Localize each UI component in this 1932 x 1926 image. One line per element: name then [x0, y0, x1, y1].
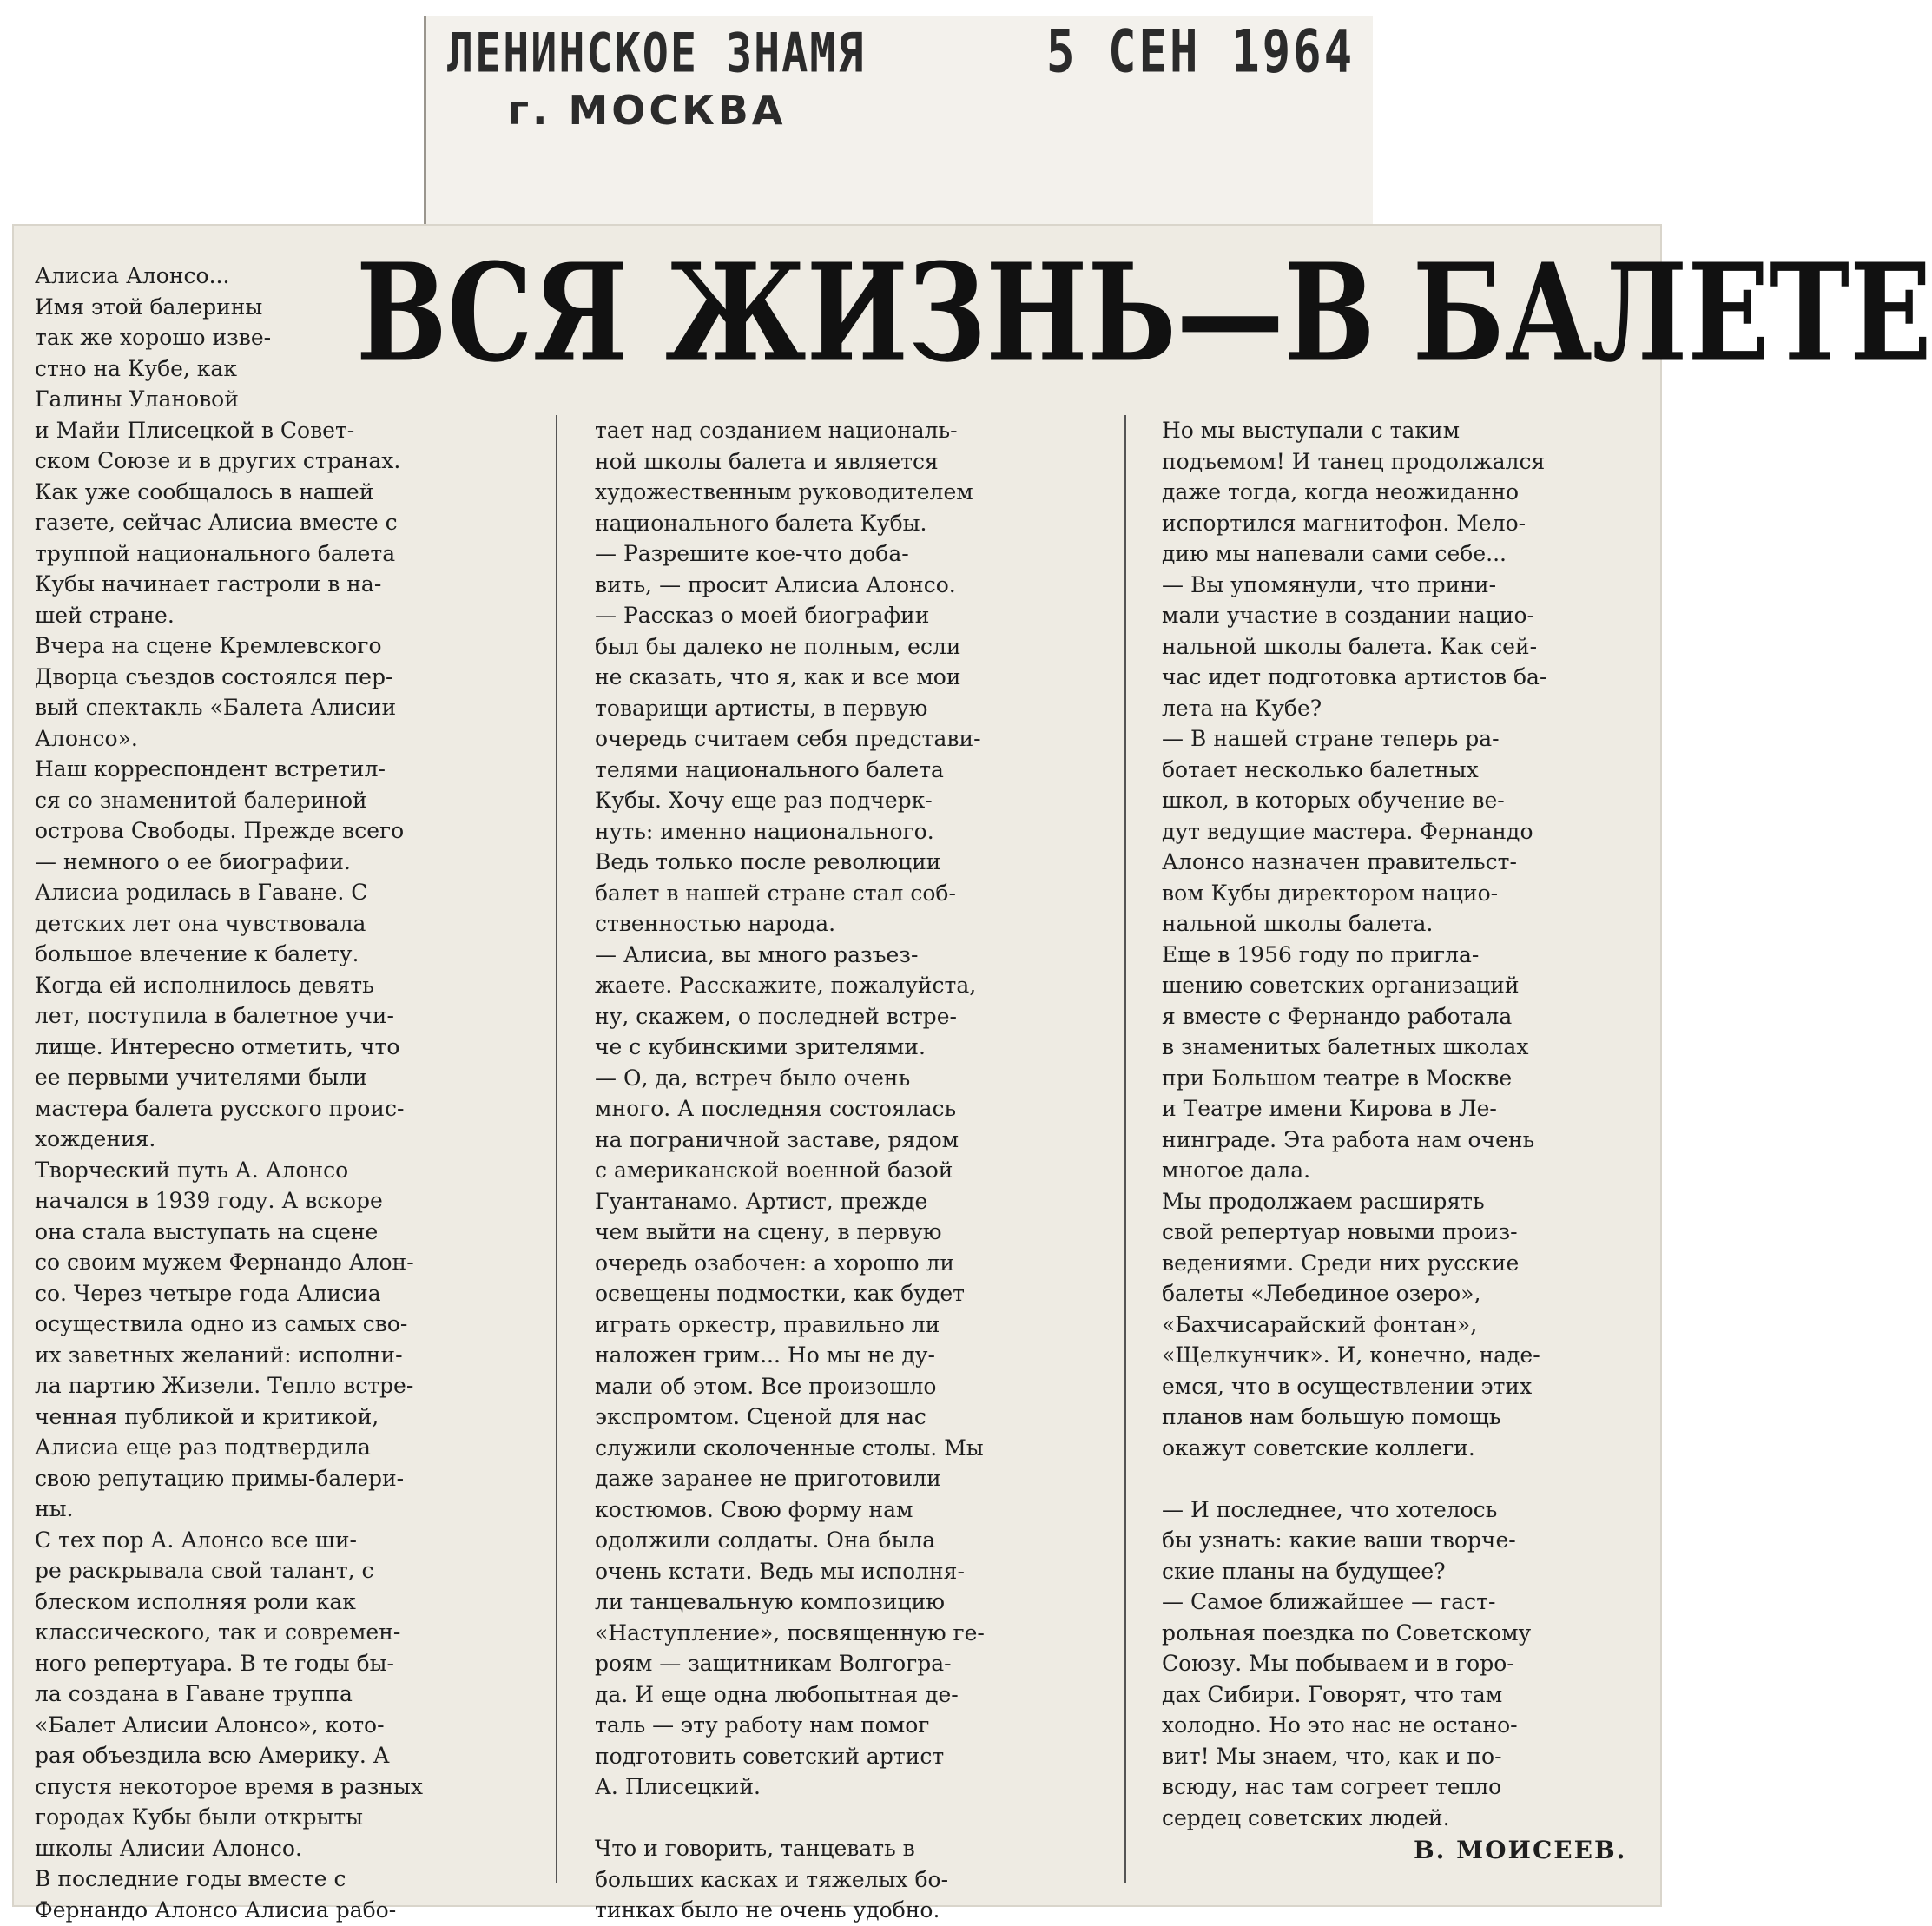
newspaper-name-stamp: ЛЕНИНСКОЕ ЗНАМЯ	[447, 22, 866, 85]
article-column-1: Алисиа Алонсо... Имя этой балерины так же хорошо изве- стно на Кубе, как Галины Улановой и Майи Плисецкой в Совет- ском Союзе и в других странах. Как уже сообщалось в нашей газете, сейчас Алисиа вместе с труппой национального балета Кубы начинает гастроли в на- шей стране. Вчера на сцене Кремлевского Дворца съездов состоялся пер- вый спектакль «Балета Алисии Алонсо». Наш корреспондент встретил- ся со знаменитой балериной острова Свободы. Прежде всего — немного о ее биографии. Алисиа родилась в Гаване. С детских лет она чувствовала большое влечение к балету. Когда ей исполнилось девять лет, поступила в балетное учи- лище. Интересно отметить, что ее первыми учителями были мастера балета русского проис- хождения. Творческий путь А. Алонсо начался в 1939 году. А вскоре она стала выступать на сцене со своим мужем Фернандо Алон- со. Через четыре года Алисиа осуществила одно из самых сво- их заветных желаний: исполни- ла партию Жизели. Тепло встре- ченная публикой и критикой, Алисиа еще раз подтвердила свою репутацию примы-балери- ны. С тех пор А. Алонсо все ши- ре раскрывала свой талант, с блеском исполняя роли как классического, так и современ- ного репертуара. В те годы бы- ла создана в Гаване труппа «Балет Алисии Алонсо», кото- рая объездила всю Америку. А спустя некоторое время в разных городах Кубы были открыты школы Алисии Алонсо. В последние годы вместе с Фернандо Алонсо Алисиа рабо-	[35, 263, 423, 1923]
author-byline: В. МОИСЕЕВ.	[1414, 1836, 1627, 1864]
column-divider	[556, 415, 557, 1883]
column-divider	[1124, 415, 1126, 1883]
city-stamp: г. МОСКВА	[508, 87, 787, 134]
article-column-3: Но мы выступали с таким подъемом! И танец продолжался даже тогда, когда неожиданно испортился магнитофон. Мело- дию мы напевали сами себе... — Вы упомянули, что прини- мали участие в создании нацио- нальной школы балета. Как сей- час идет подготовка артистов ба- лета на Кубе? — В нашей стране теперь ра- ботает несколько балетных школ, в которых обучение ве- дут ведущие мастера. Фернандо Алонсо назначен правительст- вом Кубы директором нацио- нальной школы балета. Еще в 1956 году по пригла- шению советских организаций я вместе с Фернандо работала в знаменитых балетных школах при Большом театре в Москве и Театре имени Кирова в Ле- нинграде. Эта работа нам очень многое дала. Мы продолжаем расширять свой репертуар новыми произ- ведениями. Среди них русские балеты «Лебединое озеро», «Бахчисарайский фонтан», «Щелкунчик». И, конечно, наде- емся, что в осуществлении этих планов нам большую помощь окажут советские коллеги. — И последнее, что хотелось бы узнать: какие ваши творче- ские планы на будущее? — Самое ближайшее — гаст- рольная поездка по Советскому Союзу. Мы побываем и в горо- дах Сибири. Говорят, что там холодно. Но это нас не остано- вит! Мы знаем, что, как и по- всюду, нас там согреет тепло сердец советских людей.	[1162, 418, 1547, 1830]
date-stamp: 5 СЕН 1964	[1046, 17, 1355, 86]
article-column-2: тает над созданием националь- ной школы балета и является художественным руководителем национального балета Кубы. — Разрешите кое-что доба- вить, — просит Алисиа Алонсо. — Рассказ о моей биографии был бы далеко не полным, если не сказать, что я, как и все мои товарищи артисты, в первую очередь считаем себя представи- телями национального балета Кубы. Хочу еще раз подчерк- нуть: именно национального. Ведь только после революции балет в нашей стране стал соб- ственностью народа. — Алисиа, вы много разъез- жаете. Расскажите, пожалуйста, ну, скажем, о последней встре- че с кубинскими зрителями. — О, да, встреч было очень много. А последняя состоялась на пограничной заставе, рядом с американской военной базой Гуантанамо. Артист, прежде чем выйти на сцену, в первую очередь озабочен: а хорошо ли освещены подмостки, как будет играть оркестр, правильно ли наложен грим... Но мы не ду- мали об этом. Все произошло экспромтом. Сценой для нас служили сколоченные столы. Мы даже заранее не приготовили костюмов. Свою форму нам одолжили солдаты. Она была очень кстати. Ведь мы исполня- ли танцевальную композицию «Наступление», посвященную ге- роям — защитникам Волгогра- да. И еще одна любопытная де- таль — эту работу нам помог подготовить советский артист А. Плисецкий. Что и говорить, танцевать в больших касках и тяжелых бо- тинках было не очень удобно.	[595, 418, 985, 1923]
article-headline: ВСЯ ЖИЗНЬ—В БАЛЕТЕ	[356, 234, 1932, 392]
